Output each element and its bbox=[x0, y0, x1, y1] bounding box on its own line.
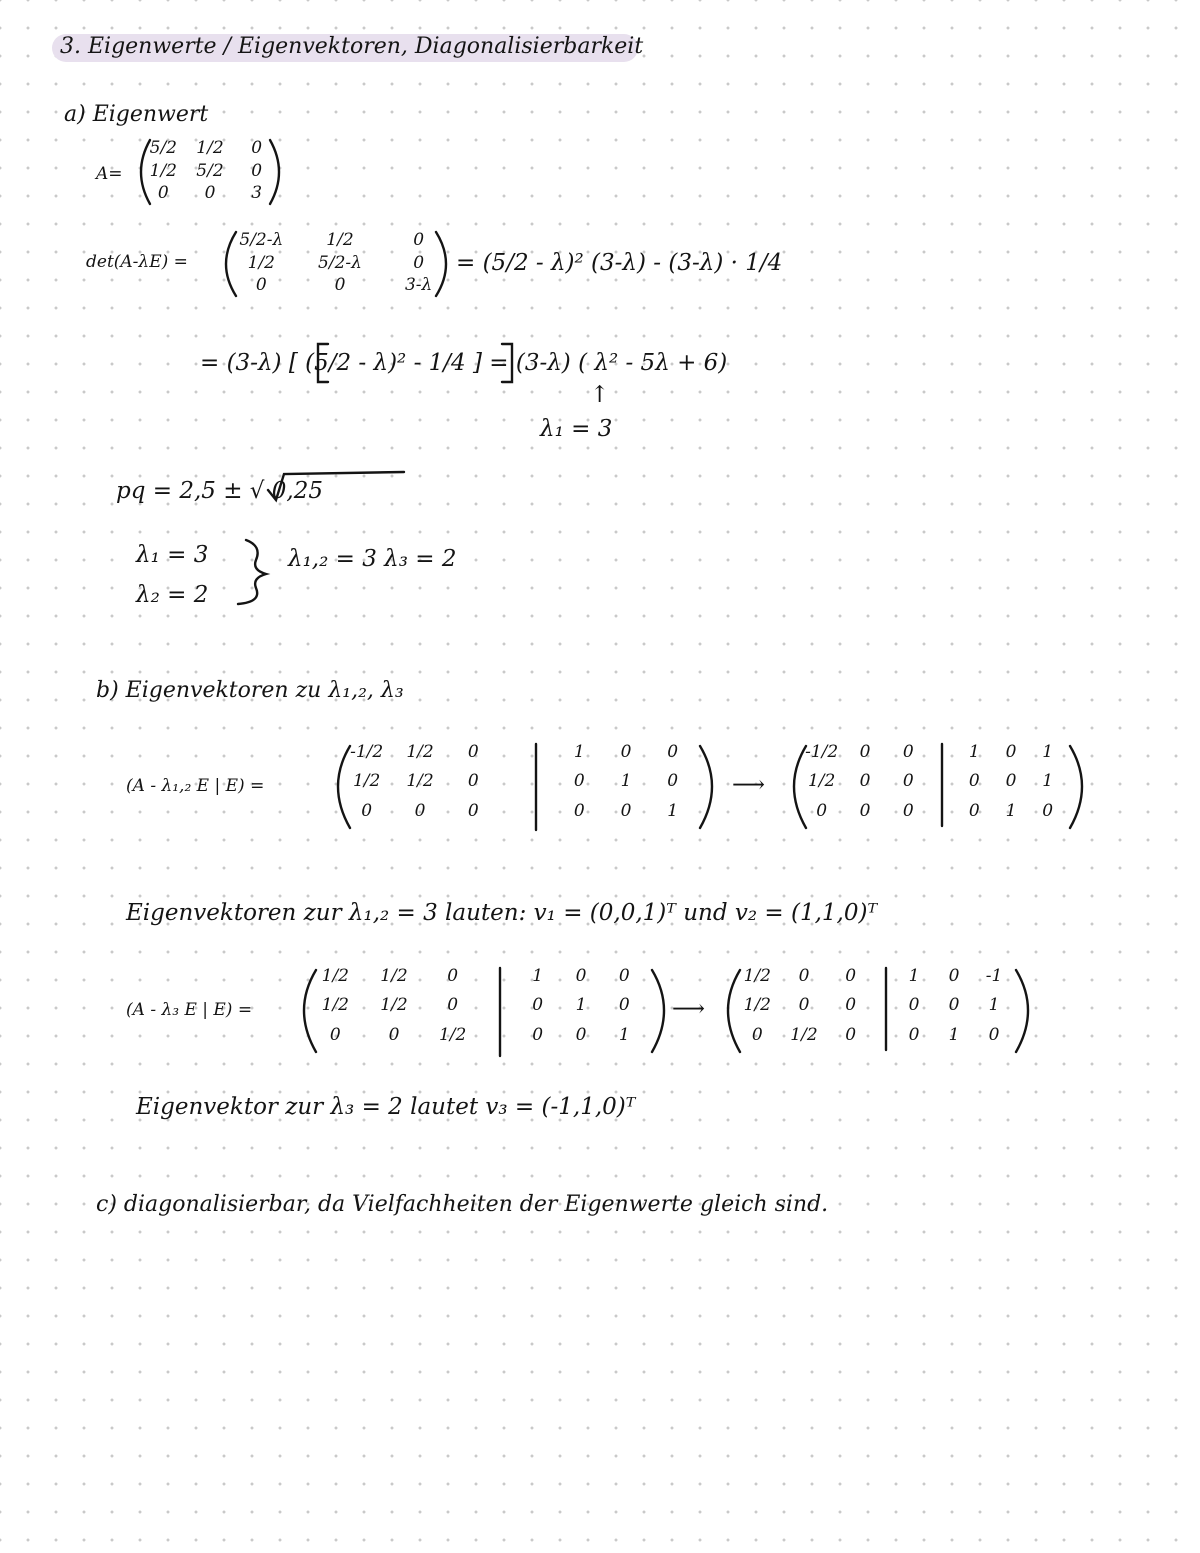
page-title: 3. Eigenwerte / Eigenvektoren, Diagonalisierbarkeit bbox=[60, 34, 644, 59]
matrix-cell: 0 bbox=[255, 275, 267, 296]
det-label: det(A-λE) = bbox=[86, 252, 188, 272]
matrix-cell: 5/2-λ bbox=[239, 230, 284, 250]
matrix-a-label: A= bbox=[96, 164, 123, 184]
matrix-cell: 0 bbox=[575, 1024, 587, 1045]
matrix-cell: 0 bbox=[968, 771, 980, 792]
matrix-cell: 1 bbox=[1042, 742, 1054, 762]
pq-formula: pq = 2,5 ± √ 0,25 bbox=[116, 478, 323, 504]
matrix-cell: 0 bbox=[361, 800, 373, 821]
matrix-cell: 1/2 bbox=[247, 252, 275, 273]
eq1-arrow: ⟶ bbox=[732, 772, 765, 798]
matrix-cell: 0 bbox=[532, 1024, 544, 1045]
matrix-cell: 0 bbox=[620, 742, 632, 762]
matrix-cell: 0 bbox=[447, 966, 459, 986]
matrix-cell: 1 bbox=[1005, 800, 1017, 821]
matrix-cell: 0 bbox=[204, 183, 216, 204]
root-2: λ₂ = 2 bbox=[136, 582, 209, 608]
matrix-cell: 1/2 bbox=[406, 771, 434, 792]
matrix-cell: 1/2 bbox=[406, 742, 434, 762]
matrix-cell: 1 bbox=[573, 742, 585, 762]
matrix-cell: 0 bbox=[948, 995, 960, 1016]
matrix-cell: 0 bbox=[902, 771, 914, 792]
matrix-cell: 0 bbox=[845, 995, 857, 1016]
eigenvector-result-2: Eigenvektor zur λ₃ = 2 lautet v₃ = (-1,1,0)ᵀ bbox=[136, 1094, 636, 1120]
eigenvectors-result-1: Eigenvektoren zur λ₁,₂ = 3 lauten: v₁ = (0,0,1)ᵀ und v₂ = (1,1,0)ᵀ bbox=[126, 900, 878, 926]
matrix-cell: 0 bbox=[573, 800, 585, 821]
matrix-cell: 0 bbox=[620, 800, 632, 821]
matrix-cell: 0 bbox=[618, 995, 630, 1016]
eq2-label: (A - λ₃ E | E) = bbox=[126, 1000, 253, 1020]
matrix-cell: 0 bbox=[908, 1024, 920, 1045]
matrix-cell: 0 bbox=[157, 183, 169, 204]
matrix-cell: 0 bbox=[948, 966, 960, 986]
matrix-cell: 0 bbox=[859, 771, 871, 792]
part-a-heading: a) Eigenwert bbox=[64, 102, 209, 127]
matrix-cell: 0 bbox=[908, 995, 920, 1016]
matrix-cell: 1/2 bbox=[438, 1024, 467, 1045]
matrix-cell: 3 bbox=[251, 183, 263, 204]
matrix-cell: 3-λ bbox=[404, 275, 433, 296]
matrix-cell: 1/2 bbox=[380, 966, 408, 986]
matrix-cell: 0 bbox=[816, 800, 828, 821]
matrix-cell: 1/2 bbox=[149, 160, 177, 181]
matrix-cell: 1 bbox=[968, 742, 980, 762]
part-c-text: c) diagonalisierbar, da Vielfachheiten der Eigenwerte gleich sind. bbox=[96, 1192, 829, 1217]
matrix-cell: 1 bbox=[620, 771, 632, 792]
paren-left bbox=[141, 140, 150, 204]
paren-right bbox=[270, 140, 279, 204]
matrix-cell: 1 bbox=[1042, 771, 1054, 792]
root-1: λ₁ = 3 bbox=[136, 542, 209, 568]
part-b-heading: b) Eigenvektoren zu λ₁,₂, λ₃ bbox=[96, 678, 404, 703]
matrix-cell: 0 bbox=[988, 1024, 1000, 1045]
lambda1-value: λ₁ = 3 bbox=[540, 416, 613, 442]
matrix-cell: 1/2 bbox=[790, 1024, 818, 1045]
factorization-step: = (3-λ) [ (5/2 - λ)² - 1/4 ] = (3-λ) ( λ² - 5λ + 6) bbox=[200, 350, 728, 376]
matrix-cell: 0 bbox=[467, 800, 479, 821]
matrix-cell: 1/2 bbox=[743, 995, 771, 1016]
matrix-cell: 0 bbox=[251, 160, 263, 181]
matrix-cell: -1/2 bbox=[805, 742, 839, 762]
matrix-cell: 1/2 bbox=[380, 995, 408, 1016]
matrix-cell: 1 bbox=[532, 966, 544, 986]
eigenvalue-result: λ₁,₂ = 3 λ₃ = 2 bbox=[288, 546, 457, 572]
matrix-cell: 0 bbox=[447, 995, 459, 1016]
matrix-cell: 1 bbox=[948, 1024, 960, 1045]
matrix-cell: 0 bbox=[575, 966, 587, 986]
matrix-cell: 1/2 bbox=[352, 771, 381, 792]
matrix-cell: 0 bbox=[667, 742, 679, 762]
matrix-cell: 0 bbox=[845, 1024, 857, 1045]
matrix-cell: 0 bbox=[751, 1024, 763, 1045]
matrix-cell: 1/2 bbox=[321, 995, 349, 1016]
matrix-cell: 5/2 bbox=[149, 138, 177, 158]
matrix-cell: 0 bbox=[334, 275, 346, 296]
matrix-cell: -1 bbox=[985, 966, 1003, 986]
matrix-cell: 0 bbox=[1005, 742, 1017, 762]
matrix-cell: 0 bbox=[618, 966, 630, 986]
matrix-cell: 0 bbox=[798, 995, 810, 1016]
matrix-cell: 1 bbox=[908, 966, 920, 986]
matrix-cell: 0 bbox=[902, 800, 914, 821]
matrix-cell: 1 bbox=[575, 995, 587, 1016]
matrix-cell: 0 bbox=[667, 771, 679, 792]
matrix-cell: 0 bbox=[573, 771, 585, 792]
matrix-cell: 0 bbox=[467, 771, 479, 792]
matrix-cell: 1 bbox=[667, 800, 679, 821]
matrix-cell: 0 bbox=[902, 742, 914, 762]
eq2-arrow: ⟶ bbox=[672, 996, 705, 1022]
matrix-cell: 5/2 bbox=[196, 160, 224, 181]
matrix-cell: 1 bbox=[618, 1024, 630, 1045]
matrix-cell: 1/2 bbox=[807, 771, 836, 792]
matrix-cell: 0 bbox=[1005, 771, 1017, 792]
matrix-cell: 0 bbox=[859, 742, 871, 762]
matrix-cell: 0 bbox=[845, 966, 857, 986]
matrix-cell: 0 bbox=[329, 1024, 341, 1045]
matrix-cell: 0 bbox=[859, 800, 871, 821]
matrix-cell: 5/2-λ bbox=[318, 252, 362, 273]
matrix-cell: 0 bbox=[388, 1024, 400, 1045]
matrix-cell: 0 bbox=[251, 138, 263, 158]
matrix-cell: 1/2 bbox=[326, 230, 354, 250]
matrix-cell: 0 bbox=[467, 742, 479, 762]
matrix-cell: 0 bbox=[1042, 800, 1054, 821]
matrix-cell: 1/2 bbox=[321, 966, 349, 986]
eq1-label: (A - λ₁,₂ E | E) = bbox=[126, 776, 265, 796]
root-arrow: ↑ bbox=[590, 382, 610, 408]
det-expansion: = (5/2 - λ)² (3-λ) - (3-λ) · 1/4 bbox=[456, 250, 783, 276]
matrix-cell: 0 bbox=[414, 800, 426, 821]
matrix-cell: -1/2 bbox=[350, 742, 384, 762]
matrix-cell: 0 bbox=[968, 800, 980, 821]
matrix-cell: 1/2 bbox=[196, 138, 224, 158]
matrix-cell: 0 bbox=[532, 995, 544, 1016]
matrix-cell: 1 bbox=[988, 995, 1000, 1016]
matrix-cell: 0 bbox=[798, 966, 810, 986]
matrix-cell: 0 bbox=[413, 252, 425, 273]
matrix-cell: 0 bbox=[413, 230, 425, 250]
matrix-cell: 1/2 bbox=[743, 966, 771, 986]
